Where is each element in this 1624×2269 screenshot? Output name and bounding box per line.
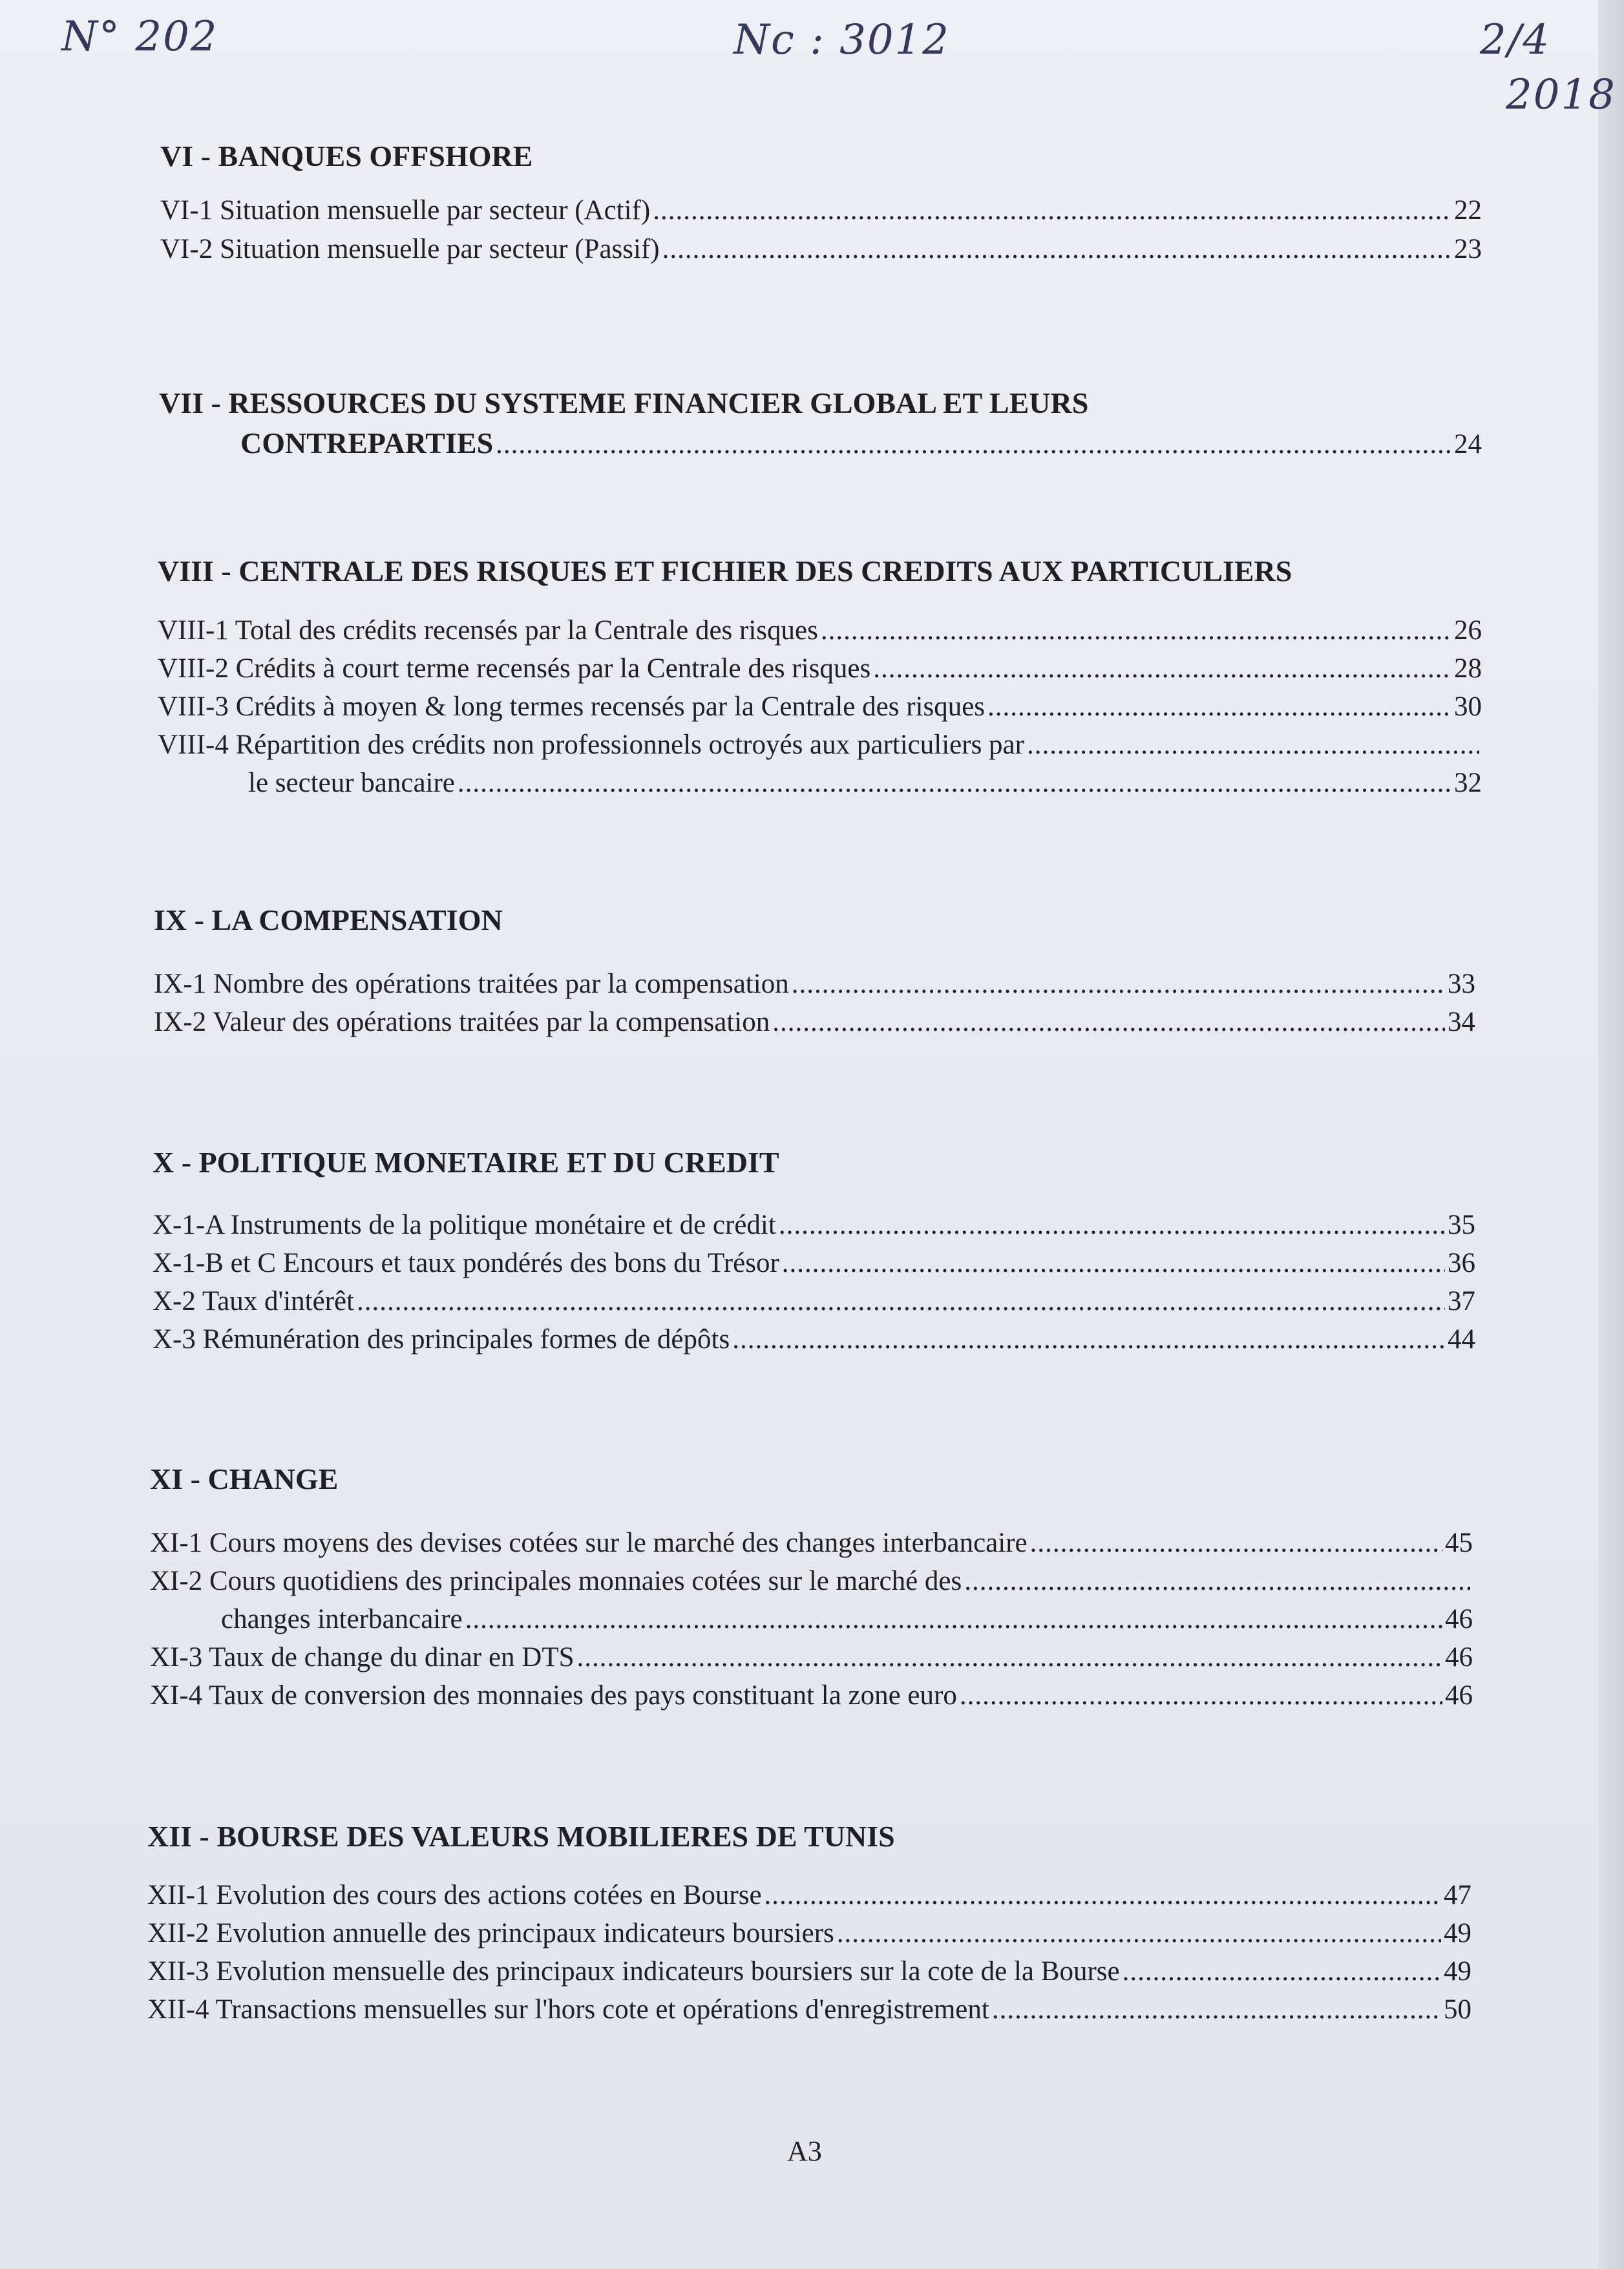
section-title: VI - BANQUES OFFSHORE <box>160 140 533 173</box>
toc-entry[interactable]: X-3 Rémunération des principales formes de dépôts ..... 44 <box>153 1316 1475 1355</box>
handwritten-year: 2018 <box>1506 71 1616 119</box>
toc-entry[interactable]: XII-4 Transactions mensuelles sur l'hors cote et opérations d'enregistrement ..... 50 <box>147 1987 1471 2025</box>
handwritten-reference: Nc : 3012 <box>733 16 950 64</box>
section-title: VIII - CENTRALE DES RISQUES ET FICHIER DES CREDITS AUX PARTICULIERS <box>158 554 1292 587</box>
section-title: IX - LA COMPENSATION <box>154 903 503 936</box>
toc-entry[interactable]: XI-2 Cours quotidiens des principales monnaies cotées sur le marché des ..... <box>150 1558 1473 1597</box>
handwritten-fraction: 2/4 <box>1480 16 1550 64</box>
toc-entry[interactable]: IX-1 Nombre des opérations traitées par la compensation ..... 33 <box>154 961 1475 1000</box>
page-number: A3 <box>787 2135 822 2167</box>
section-title: X - POLITIQUE MONETAIRE ET DU CREDIT <box>153 1146 779 1179</box>
toc-entry[interactable]: VI-2 Situation mensuelle par secteur (Passif) ..... 23 <box>160 226 1482 265</box>
toc-entry[interactable]: X-1-A Instruments de la politique monétaire et de crédit ..... 35 <box>153 1202 1475 1241</box>
toc-entry[interactable]: VIII-4 Répartition des crédits non professionnels octroyés aux particuliers par ..... <box>158 722 1482 761</box>
toc-entry[interactable]: XI-1 Cours moyens des devises cotées sur le marché des changes interbancaire ..... 45 <box>150 1520 1473 1559</box>
toc-entry[interactable]: VIII-2 Crédits à court terme recensés par la Centrale des risques ..... 28 <box>158 646 1482 684</box>
toc-entry[interactable]: XII-1 Evolution des cours des actions cotées en Bourse ..... 47 <box>147 1872 1471 1911</box>
section-title: XII - BOURSE DES VALEURS MOBILIERES DE TUNIS <box>147 1820 895 1853</box>
handwritten-number: N° 202 <box>61 13 218 61</box>
toc-entry[interactable]: IX-2 Valeur des opérations traitées par la compensation ..... 34 <box>154 999 1475 1038</box>
toc-entry[interactable]: VIII-1 Total des crédits recensés par la Centrale des risques ..... 26 <box>158 607 1482 646</box>
toc-entry[interactable]: le secteur bancaire ..... 32 <box>248 760 1482 799</box>
toc-entry[interactable]: XII-3 Evolution mensuelle des principaux indicateurs boursiers sur la cote de la Bourse ..... 49 <box>147 1948 1471 1987</box>
toc-entry[interactable]: XII-2 Evolution annuelle des principaux indicateurs boursiers ..... 49 <box>147 1910 1471 1949</box>
toc-entry[interactable]: XI-4 Taux de conversion des monnaies des pays constituant la zone euro ..... 46 <box>150 1673 1473 1711</box>
toc-entry[interactable]: CONTREPARTIES ..... 24 <box>240 421 1482 460</box>
toc-entry[interactable]: changes interbancaire ..... 46 <box>221 1596 1473 1635</box>
toc-entry[interactable]: XI-3 Taux de change du dinar en DTS ..... 46 <box>150 1634 1473 1673</box>
toc-entry[interactable]: VI-1 Situation mensuelle par secteur (Actif) ..... 22 <box>160 187 1482 226</box>
section-title: VII - RESSOURCES DU SYSTEME FINANCIER GLOBAL ET LEURS <box>159 386 1089 419</box>
page-edge <box>1598 0 1624 2269</box>
toc-entry[interactable]: X-1-B et C Encours et taux pondérés des bons du Trésor ..... 36 <box>153 1240 1475 1279</box>
toc-entry[interactable]: VIII-3 Crédits à moyen & long termes recensés par la Centrale des risques ..... 30 <box>158 684 1482 723</box>
section-title: XI - CHANGE <box>150 1462 339 1495</box>
toc-entry[interactable]: X-2 Taux d'intérêt ..... 37 <box>153 1278 1475 1317</box>
